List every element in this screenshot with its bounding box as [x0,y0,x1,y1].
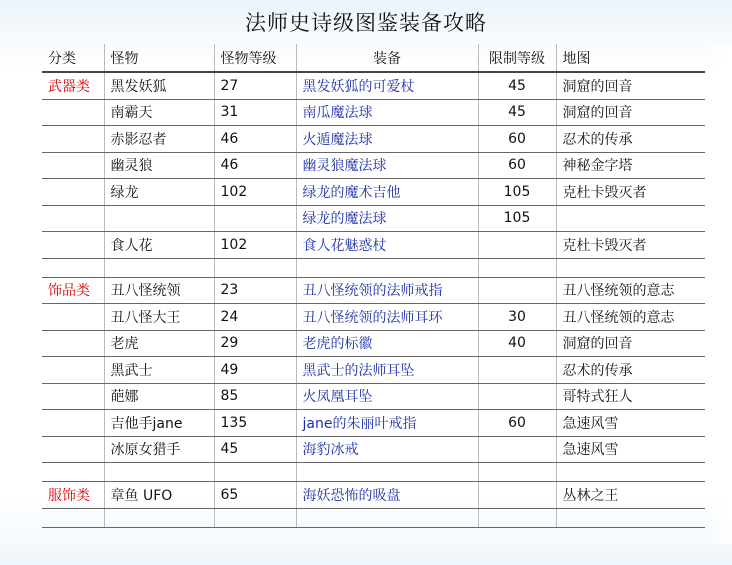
header-equipment: 装备 [296,44,478,72]
header-monster-level: 怪物等级 [214,44,296,72]
cell-map [556,205,705,232]
cell-equipment: 幽灵狼魔法球 [296,152,478,179]
cell-map [556,463,705,482]
cell-equipment: 南瓜魔法球 [296,99,478,126]
table-row [42,258,705,277]
cell-equipment: 绿龙的魔术吉他 [296,179,478,206]
cell-equipment: 黑发妖狐的可爱杖 [296,72,478,99]
cell-limit-level: 60 [478,152,556,179]
cell-equipment: 老虎的标徽 [296,330,478,357]
cell-equipment [296,463,478,482]
cell-limit-level [478,508,556,527]
cell-limit-level: 60 [478,126,556,153]
table-row [42,508,705,527]
cell-map: 克杜卡毁灭者 [556,232,705,259]
cell-limit-level [478,357,556,384]
cell-limit-level: 60 [478,410,556,437]
cell-map: 哥特式狂人 [556,383,705,410]
cell-equipment: 火凤凰耳坠 [296,383,478,410]
cell-category [42,383,104,410]
cell-equipment: 海妖恐怖的吸盘 [296,482,478,509]
cell-monster-level: 45 [214,436,296,463]
cell-monster-level: 135 [214,410,296,437]
cell-limit-level: 30 [478,304,556,331]
cell-monster-level: 46 [214,152,296,179]
table-header-row [42,44,705,72]
fade-edge [706,44,732,544]
cell-limit-level [478,383,556,410]
cell-category [42,410,104,437]
table-row [42,463,705,482]
cell-monster: 幽灵狼 [104,152,214,179]
cell-category [42,330,104,357]
cell-monster: 丑八怪统领 [104,277,214,304]
cell-monster: 吉他手jane [104,410,214,437]
cell-map: 洞窟的回音 [556,99,705,126]
cell-monster-level: 27 [214,72,296,99]
cell-limit-level: 45 [478,72,556,99]
cell-equipment [296,508,478,527]
cell-equipment: 黑武士的法师耳坠 [296,357,478,384]
cell-limit-level [478,482,556,509]
cell-monster-level: 102 [214,232,296,259]
table-row [42,277,705,304]
cell-limit-level: 105 [478,179,556,206]
table-row [42,304,705,331]
cell-monster-level: 46 [214,126,296,153]
cell-category [42,508,104,527]
cell-map: 丛林之王 [556,482,705,509]
cell-equipment: 丑八怪统领的法师耳环 [296,304,478,331]
cell-limit-level [478,258,556,277]
cell-map: 急速风雪 [556,436,705,463]
table-row [42,232,705,259]
cell-monster [104,463,214,482]
cell-monster-level: 85 [214,383,296,410]
cell-monster: 赤影忍者 [104,126,214,153]
table-row [42,205,705,232]
cell-category [42,232,104,259]
cell-map [556,258,705,277]
cell-monster: 丑八怪大王 [104,304,214,331]
cell-monster-level [214,508,296,527]
table-row [42,436,705,463]
cell-category [42,463,104,482]
cell-monster-level: 102 [214,179,296,206]
cell-monster-level: 31 [214,99,296,126]
table-row [42,410,705,437]
cell-map: 忍术的传承 [556,357,705,384]
cell-category [42,205,104,232]
cell-category [42,304,104,331]
cell-limit-level [478,232,556,259]
cell-map: 克杜卡毁灭者 [556,179,705,206]
cell-monster [104,205,214,232]
cell-monster: 老虎 [104,330,214,357]
cell-category [42,179,104,206]
cell-monster-level [214,205,296,232]
cell-equipment: 海豹冰戒 [296,436,478,463]
cell-equipment: 食人花魅惑杖 [296,232,478,259]
cell-monster: 南霸天 [104,99,214,126]
cell-equipment: 绿龙的魔法球 [296,205,478,232]
equipment-table [42,44,705,528]
table-row [42,482,705,509]
cell-monster: 绿龙 [104,179,214,206]
cell-monster-level: 49 [214,357,296,384]
cell-limit-level [478,463,556,482]
cell-monster: 黑发妖狐 [104,72,214,99]
cell-category [42,126,104,153]
page-title: 法师史诗级图鉴装备攻略 [245,11,487,35]
cell-monster-level [214,258,296,277]
cell-equipment: 丑八怪统领的法师戒指 [296,277,478,304]
cell-category [42,436,104,463]
cell-equipment: 火遁魔法球 [296,126,478,153]
cell-monster [104,258,214,277]
table-row [42,126,705,153]
table-body [42,72,705,527]
header-map: 地图 [556,44,705,72]
cell-monster: 食人花 [104,232,214,259]
cell-limit-level: 45 [478,99,556,126]
table-row [42,152,705,179]
cell-limit-level [478,277,556,304]
cell-monster: 冰原女猎手 [104,436,214,463]
cell-map: 神秘金字塔 [556,152,705,179]
cell-category [42,258,104,277]
cell-map: 丑八怪统领的意志 [556,304,705,331]
cell-monster [104,508,214,527]
cell-category [42,152,104,179]
cell-category [42,99,104,126]
cell-map: 急速风雪 [556,410,705,437]
cell-category: 饰品类 [42,277,104,304]
cell-monster: 黑武士 [104,357,214,384]
table-row [42,72,705,99]
table-row [42,99,705,126]
cell-map [556,508,705,527]
cell-monster-level: 29 [214,330,296,357]
cell-monster-level [214,463,296,482]
cell-map: 忍术的传承 [556,126,705,153]
cell-map: 洞窟的回音 [556,72,705,99]
cell-monster-level: 24 [214,304,296,331]
table-row [42,357,705,384]
cell-category: 服饰类 [42,482,104,509]
table-row [42,383,705,410]
cell-monster: 葩娜 [104,383,214,410]
cell-category [42,357,104,384]
header-category: 分类 [42,44,104,72]
cell-map: 洞窟的回音 [556,330,705,357]
cell-monster-level: 65 [214,482,296,509]
table-row [42,330,705,357]
cell-map: 丑八怪统领的意志 [556,277,705,304]
cell-equipment [296,258,478,277]
header-limit-level: 限制等级 [478,44,556,72]
cell-monster-level: 23 [214,277,296,304]
cell-limit-level: 105 [478,205,556,232]
cell-category: 武器类 [42,72,104,99]
cell-limit-level: 40 [478,330,556,357]
table-row [42,179,705,206]
cell-monster: 章鱼 UFO [104,482,214,509]
cell-equipment: jane的朱丽叶戒指 [296,410,478,437]
header-monster: 怪物 [104,44,214,72]
cell-limit-level [478,436,556,463]
